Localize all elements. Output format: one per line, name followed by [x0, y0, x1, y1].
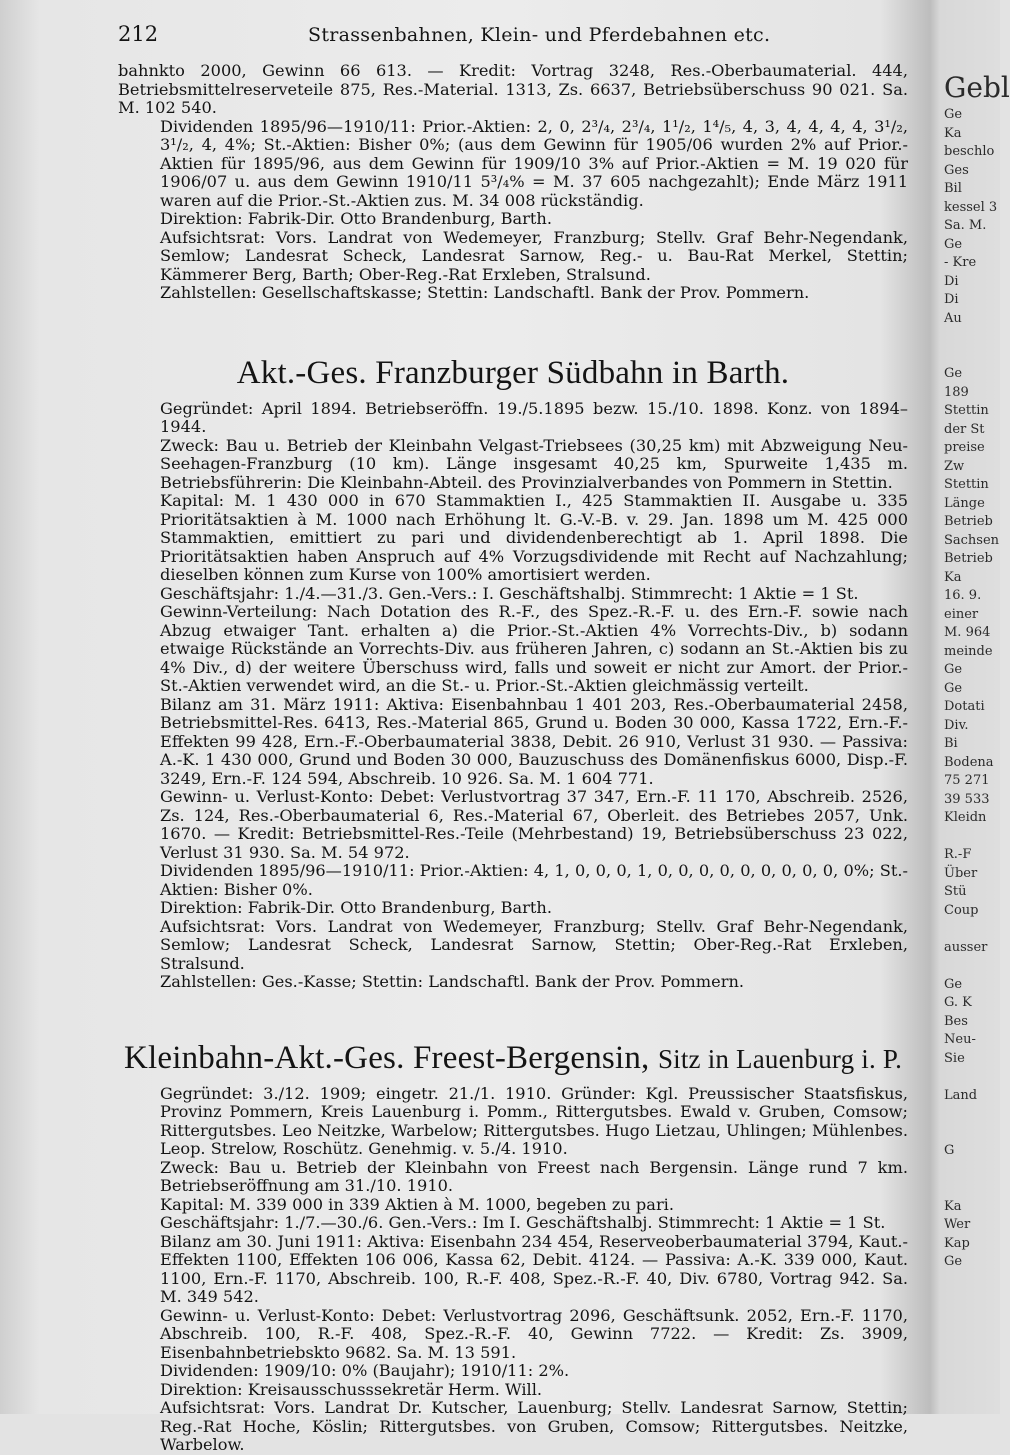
- paragraph: Zweck: Bau u. Betrieb der Kleinbahn Velgast-Triebsees (30,25 km) mit Abzweigung Neu-Seehagen-Franzburg (10 km). Länge insgesamt 40,25 km, Spurweite 1,435 m. Betriebsführerin: Die Kleinbahn-Abteil. des Provinzialverbandes von Pommern in Stettin.: [160, 435, 908, 492]
- adjacent-page-fragment: Wer: [944, 1217, 971, 1232]
- paragraph: Gewinn- u. Verlust-Konto: Debet: Verlustvortrag 2096, Geschäftsunk. 2052, Ern.-F. 1170, Abschreib. 100, R.-F. 408, Spez.-R.-F. 40, Gewinn 7722. — Kredit: Zs. 3909, Eisenbahnbetriebskto 9682. Sa. M. 13 591.: [160, 1305, 908, 1362]
- adjacent-page-fragment: Land: [944, 1087, 978, 1103]
- running-header: [118, 22, 908, 62]
- paragraph: Kapital: M. 1 430 000 in 670 Stammaktien I., 425 Stammaktien II. Ausgabe u. 335 Prioritätsaktien à M. 1000 nach Erhöhung lt. G.-V.-B. v. 29. Jan. 1898 um M. 425 000 Stammaktien, emittiert zu pari und dividendenberechtigt ab 1. April 1898. Die Prioritätsaktien haben Anspruch auf 4% Vorzugsdividende mit Recht auf Nachzahlung; dieselben können zum Kurse von 100% amortisiert werden.: [160, 491, 908, 584]
- adjacent-page-fragment: - Kre: [944, 255, 977, 270]
- company-title-main: Kleinbahn-Akt.-Ges. Freest-Bergensin,: [123, 1039, 650, 1076]
- adjacent-page-fragment: Coup: [944, 902, 979, 918]
- adjacent-page-fragment: Ge: [944, 366, 963, 381]
- company-title-franzburger-suedbahn: Akt.-Ges. Franzburger Südbahn in Barth.: [236, 354, 790, 391]
- entry-freest-bergensin: [118, 1085, 908, 1455]
- adjacent-page-fragment: [944, 328, 1000, 347]
- adjacent-page-fragment: einer: [944, 606, 979, 622]
- adjacent-page-fragment: Bodena: [944, 754, 994, 770]
- adjacent-page-fragment: Kap: [944, 1235, 970, 1251]
- adjacent-page-fragment: Ka: [944, 569, 962, 585]
- paragraph: Zweck: Bau u. Betrieb der Kleinbahn von Freest nach Bergensin. Länge rund 7 km. Betriebseröffnung am 31./10. 1910.: [160, 1157, 908, 1195]
- adjacent-page-fragment: Ka: [944, 125, 962, 141]
- adjacent-page-fragment: Ge: [944, 680, 963, 696]
- adjacent-page-fragment: G. K: [944, 995, 972, 1010]
- adjacent-page-fragment: [944, 1068, 1000, 1087]
- adjacent-page-fragment: meinde: [944, 643, 993, 659]
- paragraph: Geschäftsjahr: 1./7.—30./6. Gen.-Vers.: Im I. Geschäftshalbj. Stimmrecht: 1 Aktie = 1 St.: [160, 1213, 886, 1232]
- adjacent-page-fragment: beschlo: [944, 144, 995, 159]
- paragraph: Gegründet: April 1894. Betriebseröffn. 19./5.1895 bezw. 15./10. 1898. Konz. von 1894–1944.: [160, 398, 908, 436]
- paragraph: Bilanz am 30. Juni 1911: Aktiva: Eisenbahn 234 454, Reserveoberbaumaterial 3794, Kaut.-Effekten 1100, Effekten 106 006, Kassa 62, Debit. 4124. — Passiva: A.-K. 339 000, Kaut. 1100, Ern.-F. 1170, Abschreib. 100, R.-F. 408, Spez.-R.-F. 40, Div. 6780, Vortrag 942. Sa. M. 349 542.: [160, 1231, 908, 1306]
- paragraph: Dividenden 1895/96—1910/11: Prior.-Aktien: 2, 0, 2³/₄, 2³/₄, 1¹/₂, 1⁴/₅, 4, 3, 4, 4, 4, 4, 3¹/₂, 3¹/₂, 4, 4%; St.-Aktien: Bisher 0%; (aus dem Gewinn für 1905/06 wurden 2% auf Prior.-Aktien für 1895/96, aus dem Gewinn für 1909/10 3% auf Prior.-Aktien = M. 19 020 für 1906/07 u. aus dem Gewinn 1910/11 5³/₄% = M. 37 605 nachgezahlt); Ende März 1911 waren auf die Prior.-St.-Aktien zus. M. 34 008 rückständig.: [160, 116, 908, 210]
- adjacent-page-fragment: Bil: [944, 181, 962, 196]
- adjacent-page-fragment: R.-F: [944, 847, 972, 862]
- paragraph: Direktion: Kreisausschusssekretär Herm. Will.: [160, 1379, 543, 1399]
- adjacent-page-fragment: Zw: [944, 458, 965, 474]
- adjacent-page-fragment: Betrieb: [944, 551, 993, 566]
- paragraph: bahnkto 2000, Gewinn 66 613. — Kredit: Vortrag 3248, Res.-Oberbaumaterial. 444, Betriebsmittelreserveteile 875, Res.-Material. 1313, Zs. 6637, Betriebsüberschuss 90 021. Sa. M. 102 540.: [118, 61, 908, 117]
- adjacent-page-fragment: G: [944, 1143, 955, 1158]
- paragraph: Gewinn- u. Verlust-Konto: Debet: Verlustvortrag 37 347, Ern.-F. 11 170, Abschreib. 2526, Zs. 124, Res.-Oberbaumaterial 6, Res.-Material 67, Oberleit. des Betriebes 2057, Unk. 1670. — Kredit: Betriebsmittel-Res.-Teile (Mehrbestand) 19, Betriebsüberschuss 23 022, Verlust 31 930. Sa. M. 54 972.: [160, 787, 908, 862]
- adjacent-page-fragment: Dotati: [944, 699, 985, 714]
- paragraph: Direktion: Fabrik-Dir. Otto Brandenburg, Barth.: [160, 898, 552, 917]
- adjacent-page-fragment: preise: [944, 440, 985, 455]
- paragraph: Bilanz am 31. März 1911: Aktiva: Eisenbahnbau 1 401 203, Res.-Oberbaumaterial 2458, Betriebsmittel-Res. 6413, Res.-Material 865, Grund u. Boden 30 000, Kassa 1722, Ern.-F.-Effekten 99 428, Ern.-F.-Oberbaumaterial 3838, Debit. 26 910, Verlust 31 930. — Passiva: A.-K. 1 430 000, Grund und Boden 30 000, Bauzuschuss des Domänenfiskus 6000, Disp.-F. 3249, Ern.-F. 124 594, Abschreib. 10 926. Sa. M. 1 604 771.: [160, 694, 908, 788]
- continued-entry: [118, 62, 908, 303]
- paragraph: Dividenden 1895/96—1910/11: Prior.-Aktien: 4, 1, 0, 0, 0, 1, 0, 0, 0, 0, 0, 0, 0, 0, 0, 0%; St.-Aktien: Bisher 0%.: [160, 861, 908, 899]
- adjacent-page-fragment: Stettin: [944, 403, 989, 418]
- adjacent-page-fragment: Ka: [944, 1198, 962, 1214]
- adjacent-page-fragment: Länge: [944, 495, 985, 511]
- adjacent-page-fragment: Ge: [944, 236, 963, 252]
- paragraph: Gegründet: 3./12. 1909; eingetr. 21./1. 1910. Gründer: Kgl. Preussischer Staatsfiskus, Provinz Pommern, Kreis Lauenburg i. Pomm., Rittergutsbes. Ewald v. Gruben, Comsow; Rittergutsbes. Leo Neitzke, Warbelow; Rittergutsbes. Hugo Lietzau, Uhlingen; Mühlenbes. Leop. Strelow, Roschütz. Genehmig. v. 5./4. 1910.: [160, 1083, 908, 1158]
- adjacent-page-fragment: Div.: [944, 717, 969, 733]
- adjacent-page-fragment: [944, 920, 1000, 939]
- paragraph: Dividenden: 1909/10: 0% (Baujahr); 1910/11: 2%.: [160, 1361, 570, 1380]
- adjacent-page-fragment: 75 271: [944, 773, 990, 788]
- adjacent-page-fragment: [944, 1161, 1000, 1180]
- adjacent-page-fragment: [944, 828, 1000, 847]
- adjacent-page-fragment: M. 964: [944, 625, 991, 640]
- adjacent-page-fragment: Ge: [944, 976, 963, 992]
- adjacent-page-fragment: Ge: [944, 1254, 963, 1269]
- adjacent-page-fragment: der St: [944, 421, 985, 437]
- adjacent-page-fragment: Stettin: [944, 477, 989, 492]
- company-title-seat: Sitz in Lauenburg i. P.: [657, 1043, 903, 1074]
- adjacent-page-fragment: Sachsen: [944, 532, 1000, 548]
- adjacent-page-fragment: [944, 347, 1000, 366]
- adjacent-page-fragment: Ge: [944, 107, 963, 122]
- paragraph: Aufsichtsrat: Vors. Landrat von Wedemeyer, Franzburg; Stellv. Graf Behr-Negendank, Semlow; Landesrat Scheck, Landesrat Sarnow, Stettin; Ober-Reg.-Rat Erxleben, Stralsund.: [160, 916, 908, 973]
- paragraph: Kapital: M. 339 000 in 339 Aktien à M. 1000, begeben zu pari.: [160, 1194, 675, 1214]
- adjacent-page-edge: [944, 70, 1010, 1410]
- paragraph: Direktion: Fabrik-Dir. Otto Brandenburg, Barth.: [160, 209, 552, 228]
- running-title: Strassenbahnen, Klein- und Pferdebahnen etc.: [308, 24, 771, 46]
- adjacent-page-fragment: 189: [944, 384, 969, 400]
- paragraph: Aufsichtsrat: Vors. Landrat Dr. Kutscher, Lauenburg; Stellv. Landesrat Sarnow, Stettin; Reg.-Rat Hoche, Köslin; Rittergutsbes. von Gruben, Comsow; Rittergutsbes. Neitzke, Warbelow.: [160, 1398, 908, 1454]
- adjacent-page-fragment: Über: [944, 865, 978, 881]
- adjacent-page-fragment: Ge: [944, 662, 963, 677]
- adjacent-page-fragment: Gebl: [944, 71, 1010, 104]
- page-number: 212: [118, 22, 159, 46]
- adjacent-page-fragment: Di: [944, 273, 959, 289]
- paragraph: Zahlstellen: Ges.-Kasse; Stettin: Landschaftl. Bank der Prov. Pommern.: [160, 972, 745, 991]
- adjacent-page-fragment: kessel 3: [944, 199, 998, 215]
- adjacent-page-fragment: 16. 9.: [944, 588, 982, 603]
- adjacent-page-fragment: Kleidn: [944, 810, 987, 825]
- adjacent-page-fragment: [944, 1179, 1000, 1198]
- adjacent-page-fragment: Stü: [944, 884, 967, 899]
- paragraph: Gewinn-Verteilung: Nach Dotation des R.-F., des Spez.-R.-F. u. des Ern.-F. sowie nach Abzug etwaiger Tant. erhalten a) die Prior.-St.-Aktien 4% Vorrechts-Div., b) sodann etwaige Rückstände an Vorrechts-Div. aus früheren Jahren, c) sodann an St.-Aktien bis zu 4% Div., d) der weitere Überschuss wird, falls und soweit er nicht zur Amort. der Prior.-St.-Aktien verwendet wird, an die St.- u. Prior.-St.-Aktien gleichmässig verteilt.: [160, 602, 908, 695]
- paragraph: Geschäftsjahr: 1./4.—31./3. Gen.-Vers.: I. Geschäftshalbj. Stimmrecht: 1 Aktie = 1 St.: [160, 583, 859, 603]
- adjacent-page-fragment: Ges: [944, 162, 969, 178]
- adjacent-page-fragment: ausser: [944, 939, 988, 955]
- adjacent-page-fragment: [944, 1124, 1000, 1143]
- paragraph: Zahlstellen: Gesellschaftskasse; Stettin: Landschaftl. Bank der Prov. Pommern.: [160, 283, 810, 302]
- adjacent-page-fragment: Bi: [944, 736, 958, 751]
- adjacent-page-fragment: [944, 1105, 1000, 1124]
- adjacent-page-fragment: Bes: [944, 1013, 968, 1029]
- adjacent-page-fragment: Au: [944, 310, 962, 326]
- adjacent-page-fragment: 39 533: [944, 791, 990, 807]
- adjacent-page-fragment: Betrieb: [944, 514, 993, 529]
- paragraph: Aufsichtsrat: Vors. Landrat von Wedemeyer, Franzburg; Stellv. Graf Behr-Negendank, Semlow; Landesrat Scheck, Landesrat Sarnow, Reg.- u. Bau-Rat Merkel, Stettin; Kämmerer Berg, Barth; Ober-Reg.-Rat Erxleben, Stralsund.: [160, 227, 908, 284]
- entry-franzburger-suedbahn: [118, 400, 908, 992]
- adjacent-page-fragment: Di: [944, 292, 959, 307]
- adjacent-page-fragment: Sie: [944, 1050, 965, 1066]
- page-main-column: [118, 22, 908, 1455]
- adjacent-page-fragment: Sa. M.: [944, 218, 987, 233]
- adjacent-page-fragment: Neu-: [944, 1032, 976, 1047]
- adjacent-page-fragment: [944, 957, 1000, 976]
- company-title-freest-bergensin: [118, 1040, 908, 1077]
